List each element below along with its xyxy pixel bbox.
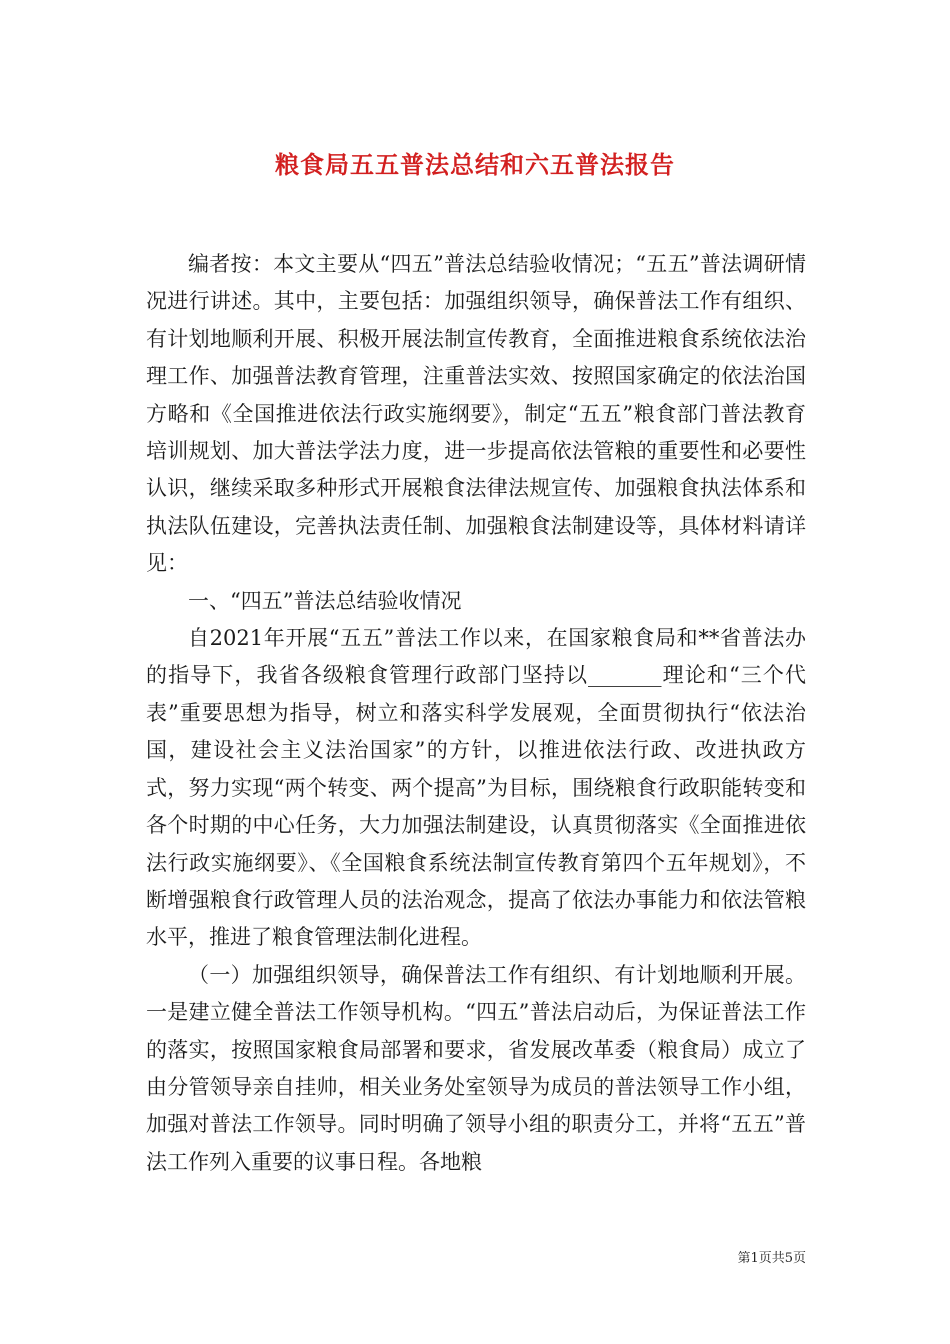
section-heading: 一、“四五”普法总结验收情况 [188,588,462,613]
editor-note-paragraph: 编者按：本文主要从“四五”普法总结验收情况；“五五”普法调研情况进行讲述。其中，主要包括：加强组织领导，确保普法工作有组织、有计划地顺利开展、积极开展法制宣传教育，全面推进粮食系统依法治理工作、加强普法教育管理，注重普法实效、按照国家确定的依法治国方略和《全国推进依法行政实施纲要》，制定“五五”粮食部门普法教育培训规划、加大普法学法力度，进一步提高依法管粮的重要性和必要性认识，继续采取多种形式开展粮食法律法规宣传、加强粮食执法体系和执法队伍建设，完善执法责任制、加强粮食法制建设等，具体材料请详见： [146,252,806,576]
document-body [146,246,806,1181]
body-paragraph: （一）加强组织领导，确保普法工作有组织、有计划地顺利开展。一是建立健全普法工作领导机构。“四五”普法启动后，为保证普法工作的落实，按照国家粮食局部署和要求，省发展改革委（粮食局）成立了由分管领导亲自挂帅，相关业务处室领导为成员的普法领导工作小组，加强对普法工作领导。同时明确了领导小组的职责分工，并将“五五”普法工作列入重要的议事日程。各地粮 [146,962,806,1174]
document-title: 粮食局五五普法总结和六五普法报告 [275,150,675,180]
body-paragraph: 自2021年开展“五五”普法工作以来，在国家粮食局和**省普法办的指导下，我省各级粮食管理行政部门坚持以_______理论和“三个代表”重要思想为指导，树立和落实科学发展观，全面贯彻执行“依法治国，建设社会主义法治国家”的方针，以推进依法行政、改进执政方式，努力实现“两个转变、两个提高”为目标，围绕粮食行政职能转变和各个时期的中心任务，大力加强法制建设，认真贯彻落实《全面推进依法行政实施纲要》、《全国粮食系统法制宣传教育第四个五年规划》，不断增强粮食行政管理人员的法治观念，提高了依法办事能力和依法管粮水平，推进了粮食管理法制化进程。 [146,626,806,950]
page-number: 第1页共5页 [737,1251,806,1266]
